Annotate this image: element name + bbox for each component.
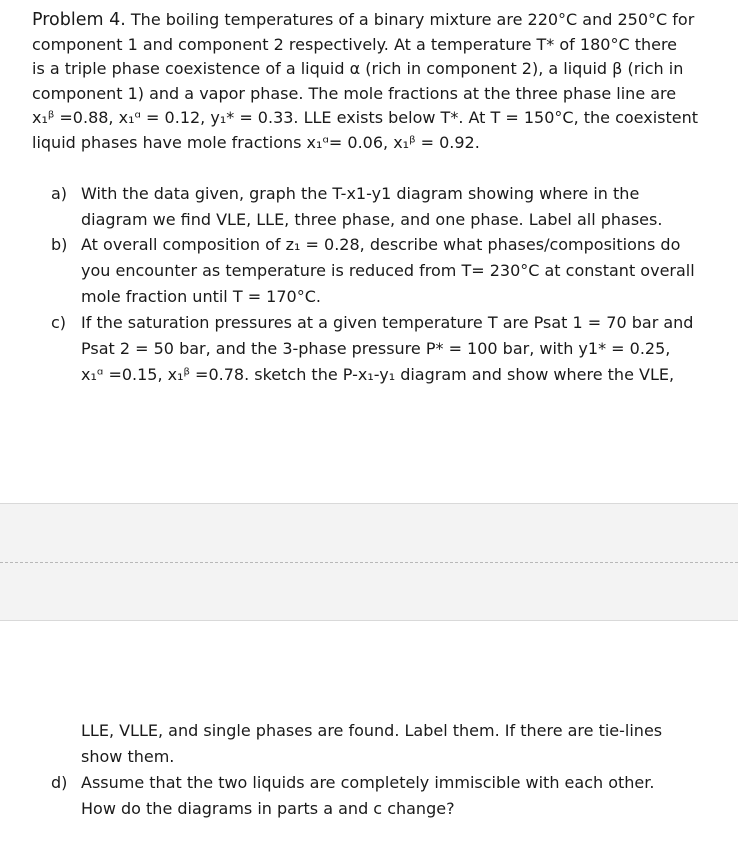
part-line: LLE, VLLE, and single phases are found. Label them. If there are tie-lines <box>81 721 663 740</box>
part-line: At overall composition of z₁ = 0.28, describe what phases/compositions do <box>81 235 681 254</box>
part-b-marker: b) <box>51 235 68 254</box>
problem-statement <box>32 8 722 156</box>
problem-intro-line: The boiling temperatures of a binary mixture are 220°C and 250°C for <box>125 10 695 29</box>
part-line: you encounter as temperature is reduced from T= 230°C at constant overall <box>81 261 695 280</box>
part-line: x₁ᵅ =0.15, x₁ᵝ =0.78. sketch the P-x₁-y₁ diagram and show where the VLE, <box>81 365 675 384</box>
part-a-marker: a) <box>51 184 68 203</box>
part-c-marker: c) <box>51 313 67 332</box>
part-line: Psat 2 = 50 bar, and the 3-phase pressure P* = 100 bar, with y1* = 0.25, <box>81 339 671 358</box>
part-c <box>51 310 711 390</box>
part-a-text <box>81 181 696 233</box>
problem-intro-line: is a triple phase coexistence of a liquid α (rich in component 2), a liquid β (rich in <box>32 59 684 79</box>
page-break-divider <box>0 562 738 563</box>
part-line: show them. <box>81 747 175 766</box>
problem-intro-line: component 1 and component 2 respectively. At a temperature T* of 180°C there <box>32 34 678 54</box>
page-break-gap <box>0 503 738 621</box>
problem-title: Problem 4. <box>32 10 126 30</box>
part-line: With the data given, graph the T-x1-y1 diagram showing where in the <box>81 184 640 203</box>
part-b <box>51 232 711 312</box>
part-d <box>51 770 711 830</box>
problem-intro-line: x₁ᵝ =0.88, x₁ᵅ = 0.12, y₁* = 0.33. LLE exists below T*. At T = 150°C, the coexistent <box>32 108 699 128</box>
part-d-marker: d) <box>51 773 68 792</box>
problem-line-1 <box>32 8 722 33</box>
problem-intro-line: liquid phases have mole fractions x₁ᵅ= 0.06, x₁ᵝ = 0.92. <box>32 132 480 152</box>
part-d-text <box>81 770 696 822</box>
part-line: Assume that the two liquids are completely immiscible with each other. <box>81 773 655 792</box>
problem-intro-line: component 1) and a vapor phase. The mole fractions at the three phase line are <box>32 83 677 103</box>
part-b-text <box>81 232 696 310</box>
part-line: How do the diagrams in parts a and c change? <box>81 799 455 818</box>
part-line: diagram we find VLE, LLE, three phase, and one phase. Label all phases. <box>81 210 663 229</box>
part-c-text <box>81 310 696 388</box>
part-c-continued <box>81 718 701 770</box>
part-line: If the saturation pressures at a given temperature T are Psat 1 = 70 bar and <box>81 313 694 332</box>
part-line: mole fraction until T = 170°C. <box>81 287 321 306</box>
